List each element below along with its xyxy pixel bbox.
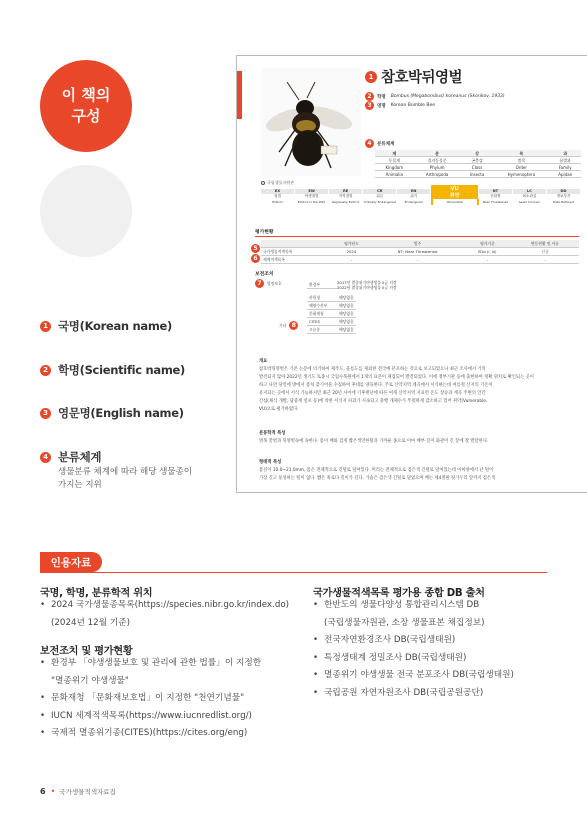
number-badge-6: 6 [251, 254, 260, 263]
iucn-abbr: CR [363, 189, 397, 194]
eval-cell: - [332, 256, 372, 264]
iucn-english: Regionally Extinct [329, 199, 363, 205]
ref-item: • 한반도의 생물다양성 통합관리시스템 DB [313, 597, 514, 615]
ref-item-continuation: (국립생물자원관, 소장 생물표본 채집정보) [324, 617, 485, 628]
iucn-abbr: EX [261, 189, 295, 194]
sample-page-preview [236, 55, 587, 493]
status-line: 2017년 멸종위기야생생물 II급 지정 [337, 280, 397, 285]
evaluation-row-national [261, 248, 579, 256]
legal-protection-label [255, 279, 282, 288]
status-cell: 해당없음 [339, 295, 354, 300]
ref-heading-names: 국명, 학명, 분류학적 위치 [40, 588, 153, 599]
iucn-english: Critically Endangered [363, 200, 396, 204]
tax-cell: Class [461, 164, 494, 171]
iucn-abbr: NT [479, 189, 513, 194]
evaluation-table [261, 240, 579, 264]
tax-cell: Kingdom [375, 164, 414, 171]
iucn-korean: 지역절멸 [329, 194, 363, 199]
classification-rank-row [375, 164, 581, 171]
ref-item: • IUCN 세계적색목록(https://www.iucnredlist.org/) [40, 708, 261, 726]
number-badge-7: 7 [255, 279, 264, 288]
tax-cell: Phylum [414, 164, 461, 171]
number-badge-2: 2 [365, 92, 374, 101]
overview-line: 유지되는 곳에서 서식 가능하지만 최근 20년 사이에 기후변난에 따른 여게 산악지역 지표면 온도 상승과 계곡 주변의 인간 [259, 391, 486, 396]
cultural-heritage-row [307, 310, 356, 318]
citation-divider [40, 572, 547, 573]
overview-line: 발견되지 않아 2022년 생기도 토종시 국립수목원에서 1개의 표본이 채집되어 발견되었다. 이에 정부기관 등에 출현하여 정확 위치로 확인되는 곳이 [259, 375, 534, 380]
classification-korean-row [375, 157, 581, 164]
iucn-category-cr [363, 189, 397, 205]
ref-item-continuation: "멸종위기 야생생물" [51, 675, 129, 686]
iucn-english: Near Threatened [479, 199, 513, 205]
endemic-row [307, 326, 356, 334]
cites-row [307, 318, 356, 326]
other-protection-text: 기타 [279, 322, 287, 328]
iucn-korean: 위기 [397, 194, 431, 199]
book-title: 국가생물적색자료집 [59, 788, 116, 796]
tax-cell: Animalia [375, 171, 414, 178]
tax-cell: Arthropoda [414, 171, 461, 178]
morphology-section [259, 459, 579, 483]
iucn-korean: 정보부족 [547, 194, 581, 199]
number-badge: 2 [40, 365, 51, 376]
bumblebee-specimen-image [261, 68, 361, 176]
tax-header-cell: 계 [375, 150, 414, 157]
conservation-heading: 보전조치 [255, 272, 274, 277]
number-badge: 3 [40, 408, 51, 419]
oceans-ministry-row [307, 302, 356, 310]
page-number: 6 [40, 787, 46, 796]
section-title-line-2: 구성 [71, 107, 101, 125]
overview-heading: 개요 [259, 359, 268, 364]
status-cell: 해당없음 [339, 319, 354, 324]
citation-tab-label: 인용자료 [40, 552, 102, 572]
taxonomic-trait-section [259, 430, 579, 446]
iucn-category-ew [295, 189, 329, 205]
eval-cell: - [371, 256, 464, 264]
legend-description-line: 가지는 지위 [58, 480, 102, 490]
eval-header-cell: 변동현황 및 사유 [511, 240, 579, 248]
english-name-label: 영명 [377, 103, 386, 109]
eval-header-cell: 범주 [371, 240, 464, 248]
number-badge-4: 4 [365, 139, 374, 148]
scientific-name-row [365, 92, 505, 101]
iucn-korean: 야생절멸 [295, 194, 329, 199]
eval-cell: 국가생물적색목록 [261, 248, 332, 256]
taxonomic-trait-line: 벌목 꿀벌과 뒤영벌속에 속한다. 몸이 배와 검게 짧은색연한털과 가까운 종으로 이마 배부 길이 화관이 긴 꿀에 잘 발달한다. [259, 439, 489, 444]
legend-label: 국명(Korean name) [58, 319, 172, 333]
ref-item: • 멸종위기 야생생물 전국 분포조사 DB(국립생태원) [313, 667, 514, 685]
overview-section [259, 358, 579, 414]
legend-item-scientific-name [40, 362, 185, 378]
number-badge-3: 3 [365, 101, 374, 110]
forest-service-row [307, 294, 356, 302]
eval-cell: B1b (i, iii) [464, 248, 511, 256]
overview-line: 참호박뒤영벌은 기존 논문에 의거하여 제주도, 울릉도를 제외한 전국에 분포하는 것으로 보고되었으나 최근 조사에서 거의 [259, 367, 486, 372]
legend-label: 학명(Scientific name) [58, 363, 185, 377]
number-badge-5: 5 [251, 244, 260, 253]
iucn-english: Least Concern [513, 199, 547, 205]
iucn-abbr: EN [397, 189, 431, 194]
iucn-korean: 취약 [431, 194, 479, 199]
english-name-value: Korean Bumble Bee [390, 103, 435, 108]
tax-header-cell: 문 [414, 150, 461, 157]
iucn-korean: 최소관심 [513, 194, 547, 199]
copyright-icon [261, 181, 265, 185]
ref-item: • 특정생태계 정밀조사 DB(국립생태원) [313, 650, 514, 668]
iucn-english: Extinct in the Wild [295, 199, 329, 205]
iucn-english: Vulnerable [433, 199, 477, 205]
iucn-abbr: LC [513, 189, 547, 194]
iucn-korean: 위급 [363, 194, 397, 199]
number-badge: 1 [40, 321, 51, 332]
legend-label: 분류체계 [58, 450, 102, 464]
classification-heading [365, 139, 399, 148]
tax-cell: 벌목 [493, 157, 549, 164]
photo-credit [261, 180, 294, 186]
iucn-abbr: RE [329, 189, 363, 194]
evaluation-row-global [261, 256, 579, 264]
env-ministry-row [307, 280, 397, 290]
tax-header-cell: 목 [493, 150, 549, 157]
iucn-abbr: DD [547, 189, 581, 194]
section-title-badge [40, 60, 132, 152]
species-korean-name [365, 66, 462, 87]
english-name-row [365, 101, 435, 110]
ref-item: • 2024 국가생물종목록(https://species.nibr.go.kr/index.do) [40, 597, 289, 615]
tax-cell: Insecta [461, 171, 494, 178]
overview-line: VU)으로 평가하였다. [259, 407, 299, 412]
eval-cell: - [464, 256, 511, 264]
tax-cell: 꿀벌과 [549, 157, 581, 164]
ref-item-continuation: (2024년 12월 기준) [51, 617, 131, 628]
evaluation-header-row [261, 240, 579, 248]
ref-list-names [40, 597, 289, 632]
iucn-category-vu-selected [431, 185, 479, 205]
eval-header-cell: 평가기준 [464, 240, 511, 248]
eval-cell: 2024 [332, 248, 372, 256]
ref-item: • 국제적 멸종위기종(CITES)(https://cites.org/eng) [40, 725, 261, 743]
tax-cell: 곤충강 [461, 157, 494, 164]
iucn-english: Data Deficient [547, 199, 581, 205]
iucn-abbr: EW [295, 189, 329, 194]
ref-item: • 문화재청 「문화재보호법」이 지정한 "천연기념물" [40, 690, 261, 708]
section-title-line-1: 이 책의 [61, 86, 111, 104]
iucn-category-lc [513, 189, 547, 205]
overview-line: 간섭(채식 개발, 답중계 설포 등)에 의한 서식지 파괴가 지속되고 충행 개체수가 뚜렷하게 감소하고 있어 취약(Vulnerable, [259, 399, 488, 404]
morphology-line: 몸길이 10.0~21.0mm, 몸은 전체적으로 긴털로 덮여있다. 머리는 전체적으로 검은색 긴털로 덮여있는데 이마양에서 난 털이 [259, 468, 494, 473]
eval-cell: NT; Near Threatened [371, 248, 464, 256]
species-title: 참호박뒤영벌 [381, 70, 463, 86]
section-divider [255, 236, 579, 237]
iucn-category-re [329, 189, 363, 205]
iucn-category-ex [261, 189, 295, 205]
agency-cell: 산림청 [307, 294, 337, 302]
tax-cell: Hymenoptera [493, 171, 549, 178]
legend-item-korean-name [40, 318, 172, 334]
other-protection-label [279, 321, 301, 330]
tax-cell: 동물계 [375, 157, 414, 164]
legend-item-classification [40, 449, 101, 465]
scientific-name-label: 학명 [377, 94, 386, 100]
legend-description [58, 466, 218, 492]
iucn-category-scale [261, 186, 581, 205]
agency-cell: 환경부 [307, 281, 337, 289]
taxonomic-trait-heading: 분류학적 특성 [259, 431, 286, 436]
iucn-korean: 절멸 [261, 194, 295, 199]
ref-item: • 국립공원 자연자원조사 DB(국립공원공단) [313, 685, 514, 703]
ref-item: • 환경부 「야생생물보호 및 관리에 관한 법률」이 지정한 [40, 655, 261, 673]
tax-cell: Apidae [549, 171, 581, 178]
morphology-line: 가장 길고 풍성하는 털이 없다. 뺨은 흑로다 길이가 길다. 가슴은 검은색 긴털로 덮였으며 배는 제4절판 뒷가두리 앞까지 검은색 [259, 476, 496, 481]
tax-cell: 절지동물문 [414, 157, 461, 164]
ref-list-db-sources [313, 597, 514, 702]
iucn-category-dd [547, 189, 581, 205]
agency-status-cell [337, 280, 397, 290]
ref-heading-db-sources: 국가생물적색목록 평가용 종합 DB 출처 [313, 588, 485, 599]
status-cell: 해당없음 [339, 303, 354, 308]
status-cell: 해당없음 [339, 311, 354, 316]
agency-cell: 고유종 [307, 326, 337, 334]
number-badge-1: 1 [365, 71, 377, 83]
iucn-abbr: VU [431, 185, 479, 194]
tax-cell: Family [549, 164, 581, 171]
footer-separator: • [50, 787, 56, 796]
eval-cell: 세계적색목록 [261, 256, 332, 264]
status-cell: 해당없음 [339, 327, 354, 332]
eval-cell: 신규 [511, 248, 579, 256]
tax-header-cell: 과 [549, 150, 581, 157]
iucn-category-nt [479, 189, 513, 205]
number-badge: 4 [40, 452, 51, 463]
overview-line: 하고 나면 당일에 방에서 좀처 찾기어울 수집하여 후대를 양육한다. 주로 산악지역 계곡에서 서식하는데 여름철 산지의 기온이 [259, 383, 493, 388]
classification-table [375, 150, 581, 178]
ref-heading-conservation: 보전조치 및 평가현황 [40, 646, 133, 657]
classification-heading-text: 분류체계 [377, 141, 395, 147]
iucn-english: Extinct [261, 199, 295, 205]
status-line: 2022년 멸종위기야생생물 II급 지정 [337, 285, 397, 290]
iucn-category-en [397, 189, 431, 205]
agency-cell: CITES [307, 318, 337, 326]
ref-list-conservation [40, 655, 261, 743]
photo-credit-text: 국립생물자원관 [267, 180, 295, 185]
page-footer [40, 787, 116, 796]
legend-description-line: 생물분류 체계에 따라 해당 생물종이 [58, 467, 192, 477]
classification-latin-row [375, 171, 581, 178]
agency-cell: 해양수산부 [307, 302, 337, 310]
ref-item: • 전국자연환경조사 DB(국립생태원) [313, 632, 514, 650]
tax-cell: Order [493, 164, 549, 171]
number-badge-8: 8 [289, 321, 298, 330]
legend-item-english-name [40, 405, 184, 421]
evaluation-heading: 평가현황 [255, 230, 274, 235]
eval-header-cell: 평가년도 [332, 240, 372, 248]
morphology-heading: 형태적 특성 [259, 460, 282, 465]
scientific-name-value: Bombus (Megabombus) koreanus (Skorikov, 1933) [390, 94, 505, 99]
agency-cell: 문화재청 [307, 310, 337, 318]
iucn-korean: 준위협 [479, 194, 513, 199]
eval-cell: - [511, 256, 579, 264]
decorative-circle [40, 165, 132, 257]
iucn-english: Endangered [397, 199, 431, 205]
tax-header-cell: 강 [461, 150, 494, 157]
legend-label: 영문명(English name) [58, 406, 184, 420]
eval-header-cell [261, 240, 332, 248]
preview-accent-bar [237, 71, 242, 119]
legal-protection-text: 법정보호 [267, 280, 282, 286]
